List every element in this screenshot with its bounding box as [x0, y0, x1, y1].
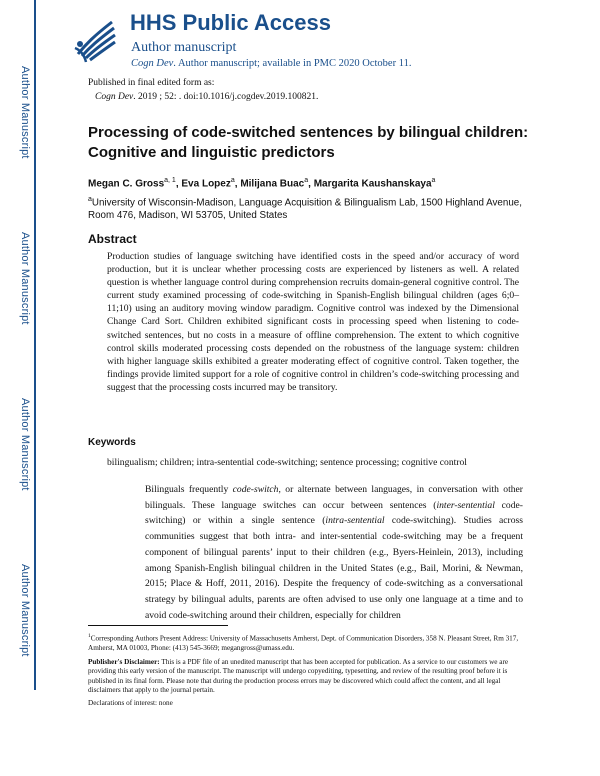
- article-title: Processing of code-switched sentences by bilingual children: Cognitive and linguistic predictors: [88, 124, 529, 161]
- disclaimer-label: Publisher's Disclaimer:: [88, 658, 160, 666]
- publisher-disclaimer: [88, 658, 528, 695]
- body-emphasis: inter-sentential: [436, 499, 495, 511]
- keywords-heading: Keywords: [88, 437, 136, 448]
- footnote-mark: 1: [88, 633, 91, 639]
- abstract-text: Production studies of language switching have identified costs in the speed and/or accuracy of word production, but it is unclear whether processing costs are experienced by listeners as well. A related question is whether language control during comprehension recruits domain-general cognitive control. The current study examined processing of code-switching in Spanish-English bilingual children (ages 6;0–11;10) using an auditory moving window paradigm. Cognitive control was indexed by the Dimensional Change Card Sort. Children exhibited significant costs in processing speed when listening to code-switched sentences, but no costs in a measure of offline comprehension. The extent to which cognitive control skills moderated processing costs depended on the robustness of the language system: children with higher language skills exhibited a greater moderating effect of cognitive control. Taken together, the findings provide limited support for a role of cognitive control in children’s code-switching processing and suggest that the processing costs incurred may be transitory.: [107, 251, 519, 393]
- citation: [95, 92, 318, 102]
- sidebar-label-author-manuscript: Author Manuscript: [19, 398, 31, 491]
- journal-availability: [131, 58, 411, 69]
- author-separator: ,: [308, 178, 314, 190]
- footnote-text: Corresponding Authors Present Address: University of Massachusetts Amherst, Dept. of Communication Disorders, 358 N. Pleasant Street, Rm 317, Amherst, MA 01003, Phone: (413) 545-3669; megangross@umass.edu.: [88, 634, 519, 652]
- corresponding-author-footnote: [88, 632, 523, 653]
- citation-journal: Cogn Dev: [95, 92, 134, 102]
- availability-text: . Author manuscript; available in PMC 2020 October 11.: [173, 58, 412, 69]
- citation-doi[interactable]: . 2019 ; 52: . doi:10.1016/j.cogdev.2019.100821.: [133, 92, 319, 102]
- author-separator: ,: [175, 178, 182, 190]
- body-emphasis: intra-sentential: [325, 515, 385, 527]
- journal-abbrev[interactable]: Cogn Dev: [131, 58, 174, 69]
- sidebar-label-author-manuscript: Author Manuscript: [19, 232, 31, 325]
- keywords-text: bilingualism; children; intra-sentential code-switching; sentence processing; cognitive control: [107, 457, 467, 468]
- body-paragraph: [145, 482, 523, 623]
- author-list: [88, 177, 435, 189]
- body-emphasis: code-switch: [232, 484, 279, 495]
- affiliation-text: University of Wisconsin-Madison, Language Acquisition & Bilingualism Lab, 1500 Highland Avenue, Room 476, Madison, WI 53705, United States: [88, 197, 522, 222]
- author-separator: ,: [234, 178, 241, 190]
- header-title: HHS Public Access: [130, 10, 331, 35]
- declarations-of-interest: Declarations of interest: none: [88, 699, 173, 707]
- author-affiliation-mark: a: [431, 177, 436, 184]
- author-name: Margarita Kaushanskaya: [313, 178, 432, 190]
- hhs-eagle-logo-icon: [72, 14, 118, 66]
- author-affiliation-mark: a: [304, 177, 309, 184]
- author-name: Eva Lopez: [181, 178, 231, 190]
- author-name: Milijana Buac: [240, 178, 305, 190]
- author-affiliation-mark: a: [230, 177, 235, 184]
- affiliation-mark: a: [88, 196, 92, 203]
- author-affiliation-mark: a, 1: [164, 177, 176, 184]
- published-final-form: Published in final edited form as:: [88, 78, 215, 88]
- author-name: Megan C. Gross: [88, 178, 165, 190]
- header-subtitle: Author manuscript: [131, 40, 237, 55]
- body-text-run: code-switching). Studies across communities suggest that both intra- and inter-sentential code-switching may be a frequent component of bilingual parents’ input to their children (e.g., Byers-Heinlein, 2013), including among Spanish-English bilingual children in the United States (e.g., Bail, Morini, & Newman, 2015; Place & Hoff, 2011, 2016). Despite the frequency of code-switching as a conversational strategy by bilingual adults, parents are often advised to use only one language at a time and to avoid code-switching around their children, especially for children: [145, 515, 523, 621]
- footnote-rule: [88, 625, 228, 626]
- sidebar-label-author-manuscript: Author Manuscript: [19, 66, 31, 159]
- disclaimer-text: This is a PDF file of an unedited manuscript that has been accepted for publication. As a service to our customers we are providing this early version of the manuscript. The manuscript will undergo copyediting, typesetting, and review of the resulting proof before it is published in its final form. Please note that during the production process errors may be discovered which could affect the content, and all legal disclaimers that apply to the journal pertain.: [88, 658, 509, 694]
- sidebar-label-author-manuscript: Author Manuscript: [19, 564, 31, 657]
- body-text-run: Bilinguals frequently: [145, 484, 233, 495]
- sidebar-rule: [34, 0, 36, 690]
- affiliation: [88, 193, 528, 222]
- body-text-run: code-switching) or within a single sentence (: [145, 499, 523, 527]
- abstract-heading: Abstract: [88, 232, 137, 246]
- body-text-run: , or alternate between languages, in conversation with other bilinguals. These language switches can occur between sentences (: [145, 484, 523, 511]
